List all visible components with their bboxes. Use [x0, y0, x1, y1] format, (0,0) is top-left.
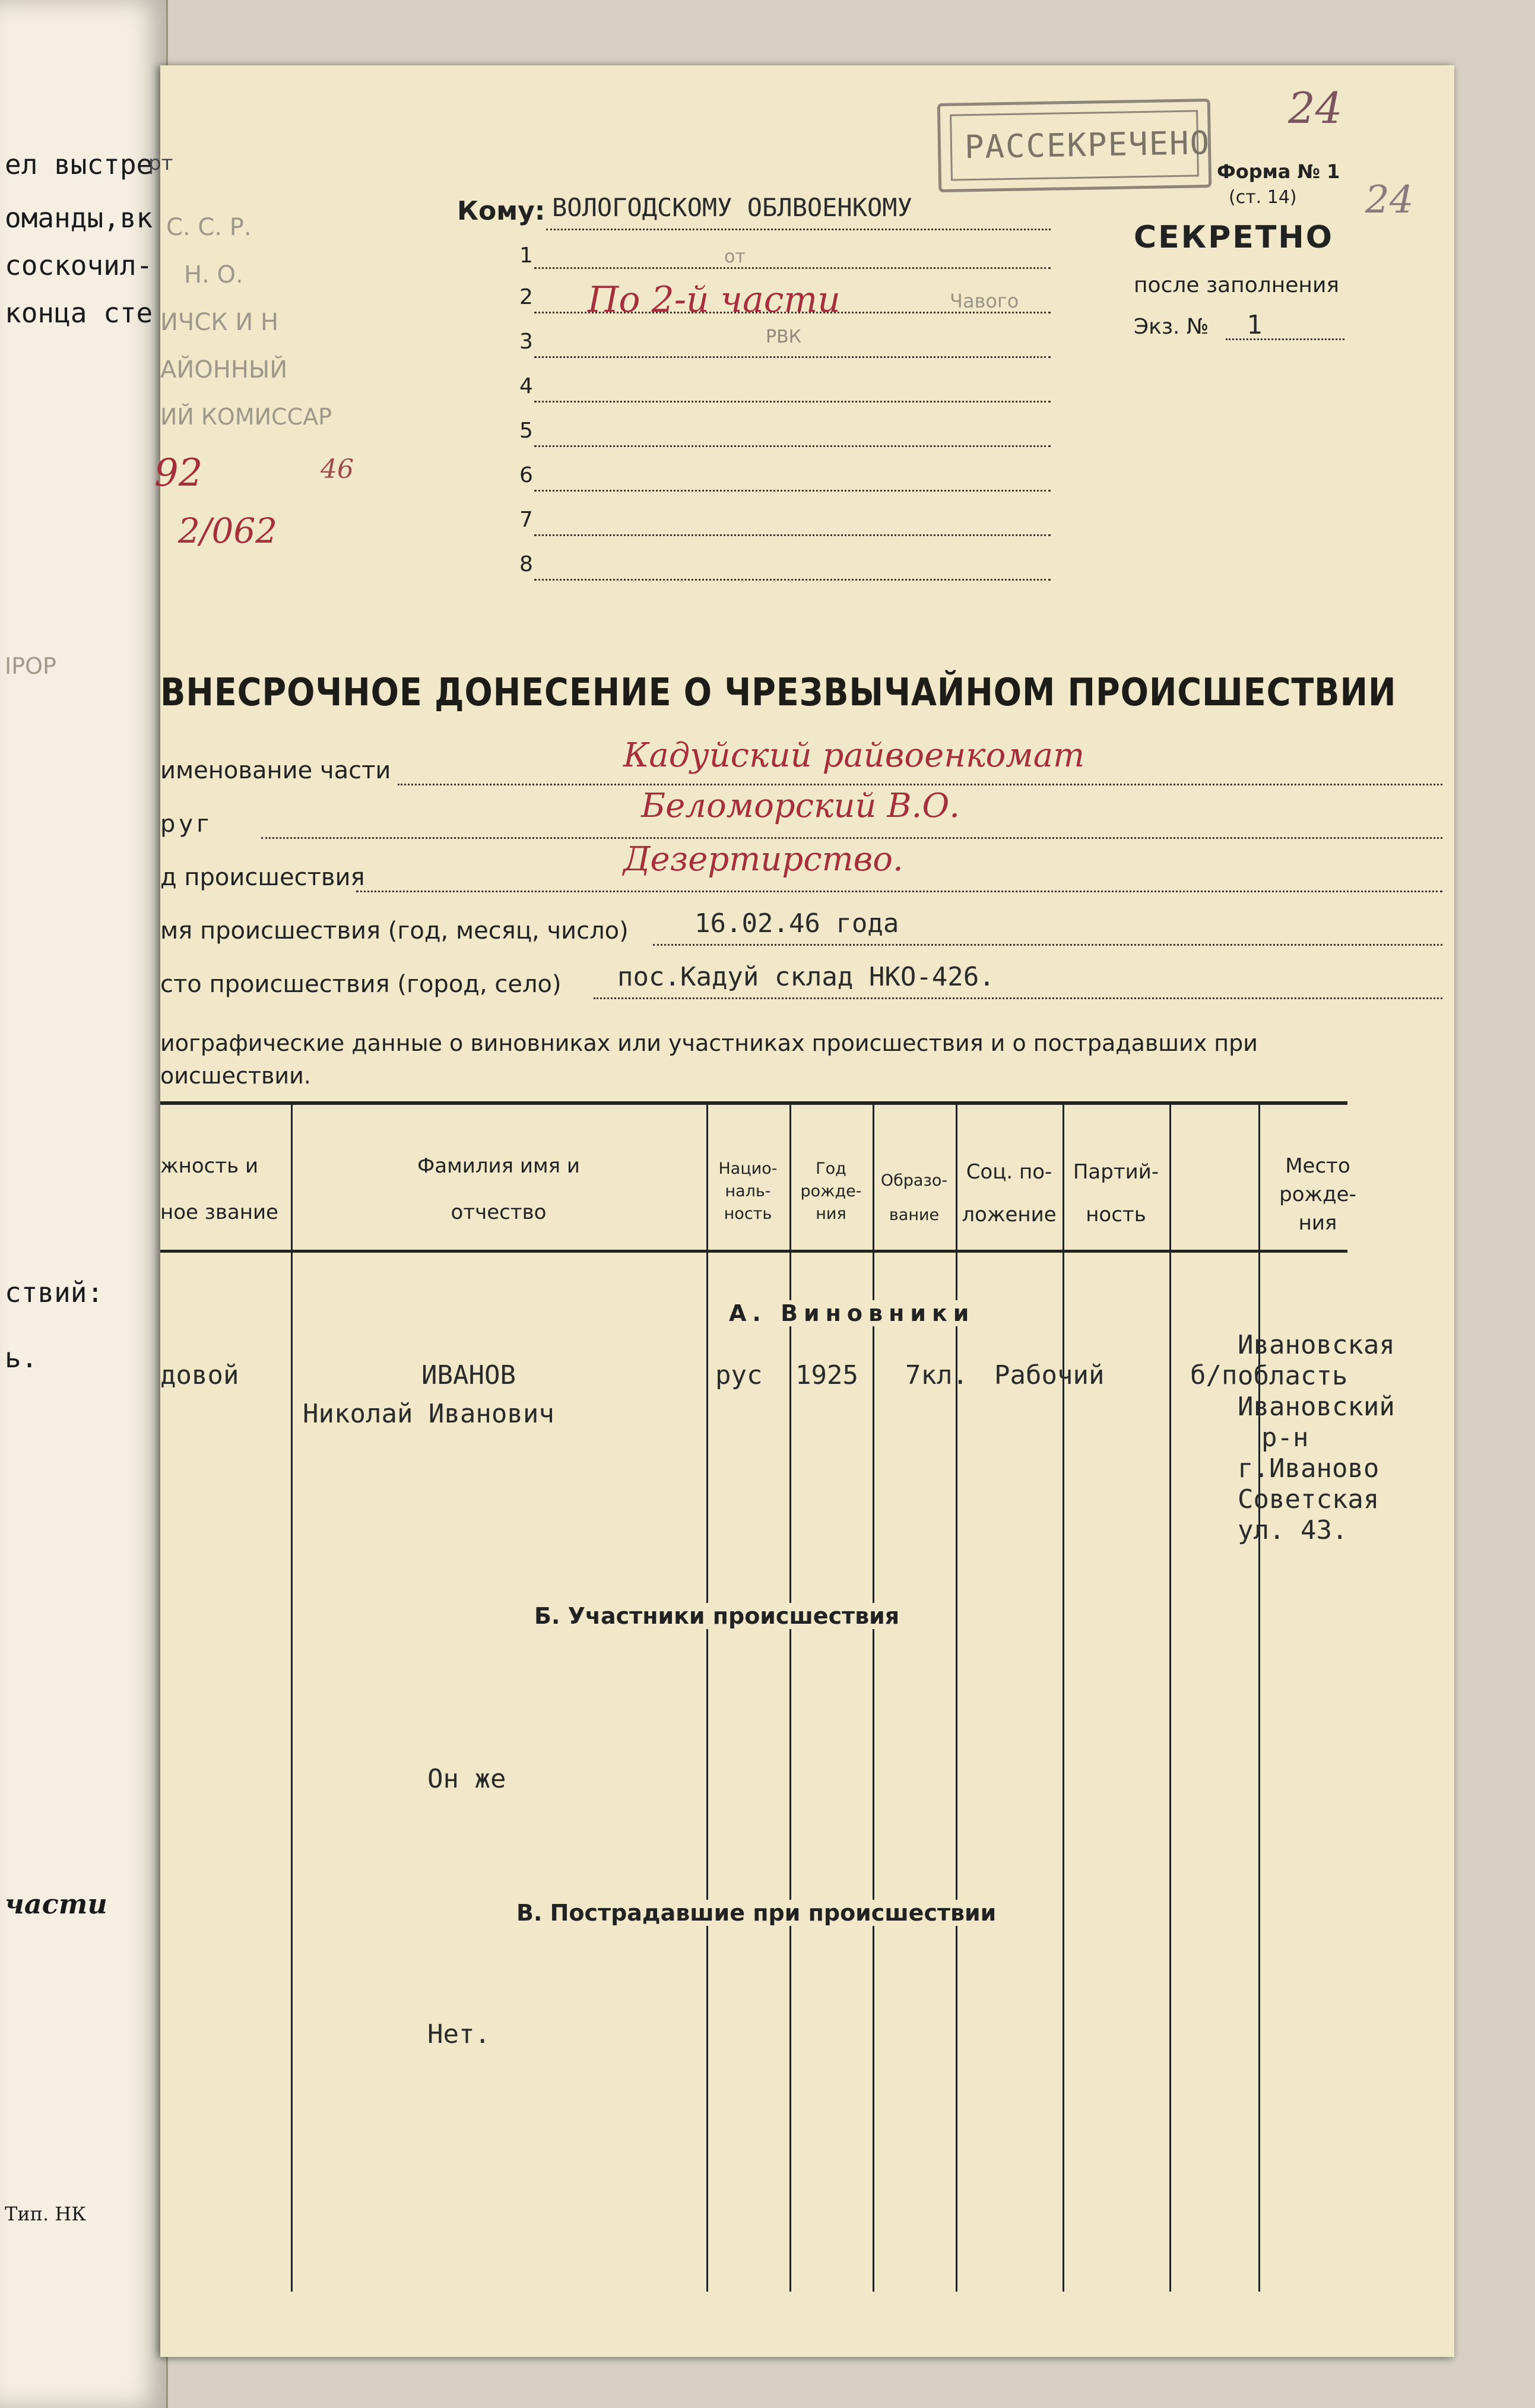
cell-birth-year: 1925	[795, 1360, 858, 1390]
form-article: (ст. 14)	[1229, 187, 1297, 208]
recipient-line	[534, 490, 1051, 492]
col-header-text: ность	[1086, 1203, 1146, 1227]
table-column-rule	[1258, 1104, 1260, 2292]
cell-birthplace-line: Советская	[1238, 1484, 1379, 1514]
left-page-line: части	[5, 1888, 107, 1920]
col-header-social	[956, 1158, 1063, 1229]
addressee-underline	[546, 229, 1051, 230]
col-header-text: ния	[816, 1205, 846, 1223]
col-header-text: ное звание	[160, 1200, 278, 1224]
recipient-line-number: 5	[519, 419, 533, 443]
faint-fragment: ИЙ КОМИССАР	[160, 404, 332, 430]
recipient-faint-text: от	[724, 246, 746, 267]
left-page-footer: Тип. НК	[5, 2203, 87, 2225]
recipient-line-number: 4	[519, 374, 533, 398]
field-label-unit: именование части	[160, 757, 391, 784]
table-column-rule	[873, 1104, 874, 2292]
col-header-text: ность	[724, 1205, 772, 1223]
col-header-text: жность и	[160, 1154, 259, 1178]
to-label: Кому:	[457, 196, 546, 226]
col-header-party	[1063, 1158, 1169, 1229]
cell-birthplace-line: р-н	[1261, 1422, 1309, 1453]
cell-birthplace-line: Ивановская	[1238, 1330, 1395, 1360]
left-page-line: ь.	[5, 1342, 38, 1374]
cell-social: Рабочий	[994, 1360, 1105, 1390]
table-column-rule	[956, 1104, 957, 2292]
field-line	[594, 997, 1442, 999]
handwritten-number: 46	[321, 454, 354, 484]
page-number: 24	[1288, 83, 1343, 133]
cell-education: 7кл.	[905, 1360, 968, 1390]
field-value-place: пос.Кадуй склад НКО-426.	[617, 962, 995, 992]
recipient-faint-text: РВК	[766, 327, 801, 347]
field-value-date: 16.02.46 года	[694, 908, 899, 939]
section-participants: Б. Участники происшествия	[528, 1603, 905, 1629]
cell-name: Николай Иванович	[303, 1399, 554, 1429]
col-header-position	[160, 1152, 291, 1227]
copy-number: 1	[1247, 310, 1263, 340]
faint-fragment: рт	[148, 151, 173, 175]
cell-birthplace	[1238, 1330, 1395, 1546]
left-page-line: оманды,вк	[5, 202, 153, 234]
cell-birthplace-line: ул. 43.	[1238, 1515, 1348, 1545]
cell-participants: Он же	[427, 1764, 506, 1794]
col-header-text: наль-	[725, 1182, 771, 1200]
col-header-text: отчество	[451, 1200, 547, 1224]
cell-nationality: рус	[715, 1360, 763, 1390]
document-title: ВНЕСРОЧНОЕ ДОНЕСЕНИЕ О ЧРЕЗВЫЧАЙНОМ ПРОИСШЕСТВИИ	[160, 671, 1397, 715]
table-column-rule	[706, 1104, 708, 2292]
copy-label: Экз. №	[1134, 315, 1209, 339]
left-page-line: ел выстре	[5, 148, 153, 180]
cell-birthplace-line: г.Иваново	[1238, 1453, 1379, 1484]
field-label-place: сто происшествия (город, село)	[160, 971, 562, 998]
recipient-line	[534, 579, 1051, 581]
table-column-rule	[1169, 1104, 1171, 2292]
page-number-faint: 24	[1365, 178, 1414, 222]
cell-position: довой	[160, 1360, 239, 1390]
cell-party: б/п	[1190, 1360, 1238, 1390]
field-value-district: Беломорский В.О.	[641, 787, 960, 825]
col-header-text: Партий-	[1073, 1160, 1159, 1184]
field-label-type: д происшествия	[160, 864, 365, 891]
document-sheet	[148, 65, 1454, 2357]
field-value-type: Дезертирство.	[623, 840, 903, 879]
left-page-line: конца сте	[5, 297, 153, 329]
section-culprits: А. Виновники	[724, 1300, 979, 1326]
recipient-line-number: 8	[519, 552, 533, 576]
faint-fragment: АЙОННЫЙ	[160, 356, 288, 384]
left-page-line: соскочил-	[5, 249, 153, 281]
form-number: Форма № 1	[1217, 160, 1340, 183]
col-header-text: Фамилия имя и	[417, 1154, 581, 1178]
field-line	[653, 944, 1442, 946]
field-line	[356, 891, 1442, 892]
handwritten-number: 92	[154, 451, 203, 495]
faint-fragment: Н. О.	[184, 261, 243, 289]
cell-birthplace-line: Ивановский	[1238, 1392, 1395, 1422]
left-page-edge	[0, 0, 168, 2408]
stamp-text: РАССЕКРЕЧЕНО	[964, 124, 1211, 166]
col-header-birthplace	[1258, 1152, 1377, 1237]
col-header-education	[873, 1170, 956, 1227]
cell-surname: ИВАНОВ	[421, 1360, 516, 1390]
col-header-text: Год	[816, 1159, 846, 1178]
secret-label: СЕКРЕТНО	[1134, 220, 1334, 255]
table-column-rule	[291, 1104, 293, 2292]
col-header-text: вание	[889, 1206, 940, 1224]
copy-underline	[1226, 338, 1344, 340]
table-column-rule	[1063, 1104, 1064, 2292]
col-header-text: Образо-	[880, 1171, 948, 1190]
handwritten-number: 2/062	[178, 511, 278, 551]
section-victims: В. Пострадавшие при происшествии	[510, 1900, 1002, 1926]
recipient-line-number: 3	[519, 329, 533, 354]
addressee: ВОЛОГОДСКОМУ ОБЛВОЕНКОМУ	[552, 193, 912, 222]
bio-note: иографические данные о виновниках или участниках происшествия и о пострадавших при	[160, 1030, 1258, 1056]
col-header-birth-year	[789, 1158, 873, 1225]
col-header-text: Нацио-	[718, 1159, 778, 1178]
field-line	[261, 837, 1442, 839]
bio-note: оисшествии.	[160, 1063, 311, 1089]
left-page-faint: IPOP	[5, 653, 56, 679]
col-header-text: Место	[1285, 1154, 1350, 1178]
recipient-line	[534, 356, 1051, 358]
field-line	[398, 784, 1442, 785]
col-header-nationality	[706, 1158, 789, 1225]
recipient-handwritten-line: По 2-й части	[588, 279, 841, 321]
field-value-unit: Кадуйский райвоенкомат	[623, 736, 1085, 775]
after-fill-label: после заполнения	[1134, 273, 1340, 297]
col-header-text: Соц. по-	[966, 1160, 1052, 1184]
col-header-text: рожде-	[800, 1182, 862, 1200]
cell-victims: Нет.	[427, 2019, 490, 2049]
table-column-rule	[789, 1104, 791, 2292]
recipient-line	[534, 534, 1051, 536]
recipient-line	[534, 401, 1051, 403]
col-header-text: ложение	[962, 1203, 1057, 1227]
recipient-line-number: 1	[519, 243, 533, 268]
field-label-district: руг	[160, 810, 213, 838]
field-label-date: мя происшествия (год, месяц, число)	[160, 917, 629, 945]
left-page-line: ствий:	[5, 1276, 104, 1308]
col-header-text: рожде-	[1279, 1183, 1356, 1206]
recipient-faint-text: Чавого	[950, 290, 1019, 312]
recipient-line-number: 7	[519, 508, 533, 532]
cell-birthplace-line: область	[1238, 1361, 1348, 1391]
declassified-stamp	[937, 99, 1212, 192]
recipient-line-number: 6	[519, 463, 533, 487]
col-header-name	[291, 1152, 706, 1227]
recipient-line	[534, 445, 1051, 447]
col-header-text: ния	[1298, 1211, 1337, 1235]
faint-fragment: ИЧСК И Н	[160, 309, 279, 336]
recipient-line-number: 2	[519, 285, 533, 309]
recipient-line	[534, 267, 1051, 269]
faint-fragment: С. С. Р.	[166, 214, 252, 241]
